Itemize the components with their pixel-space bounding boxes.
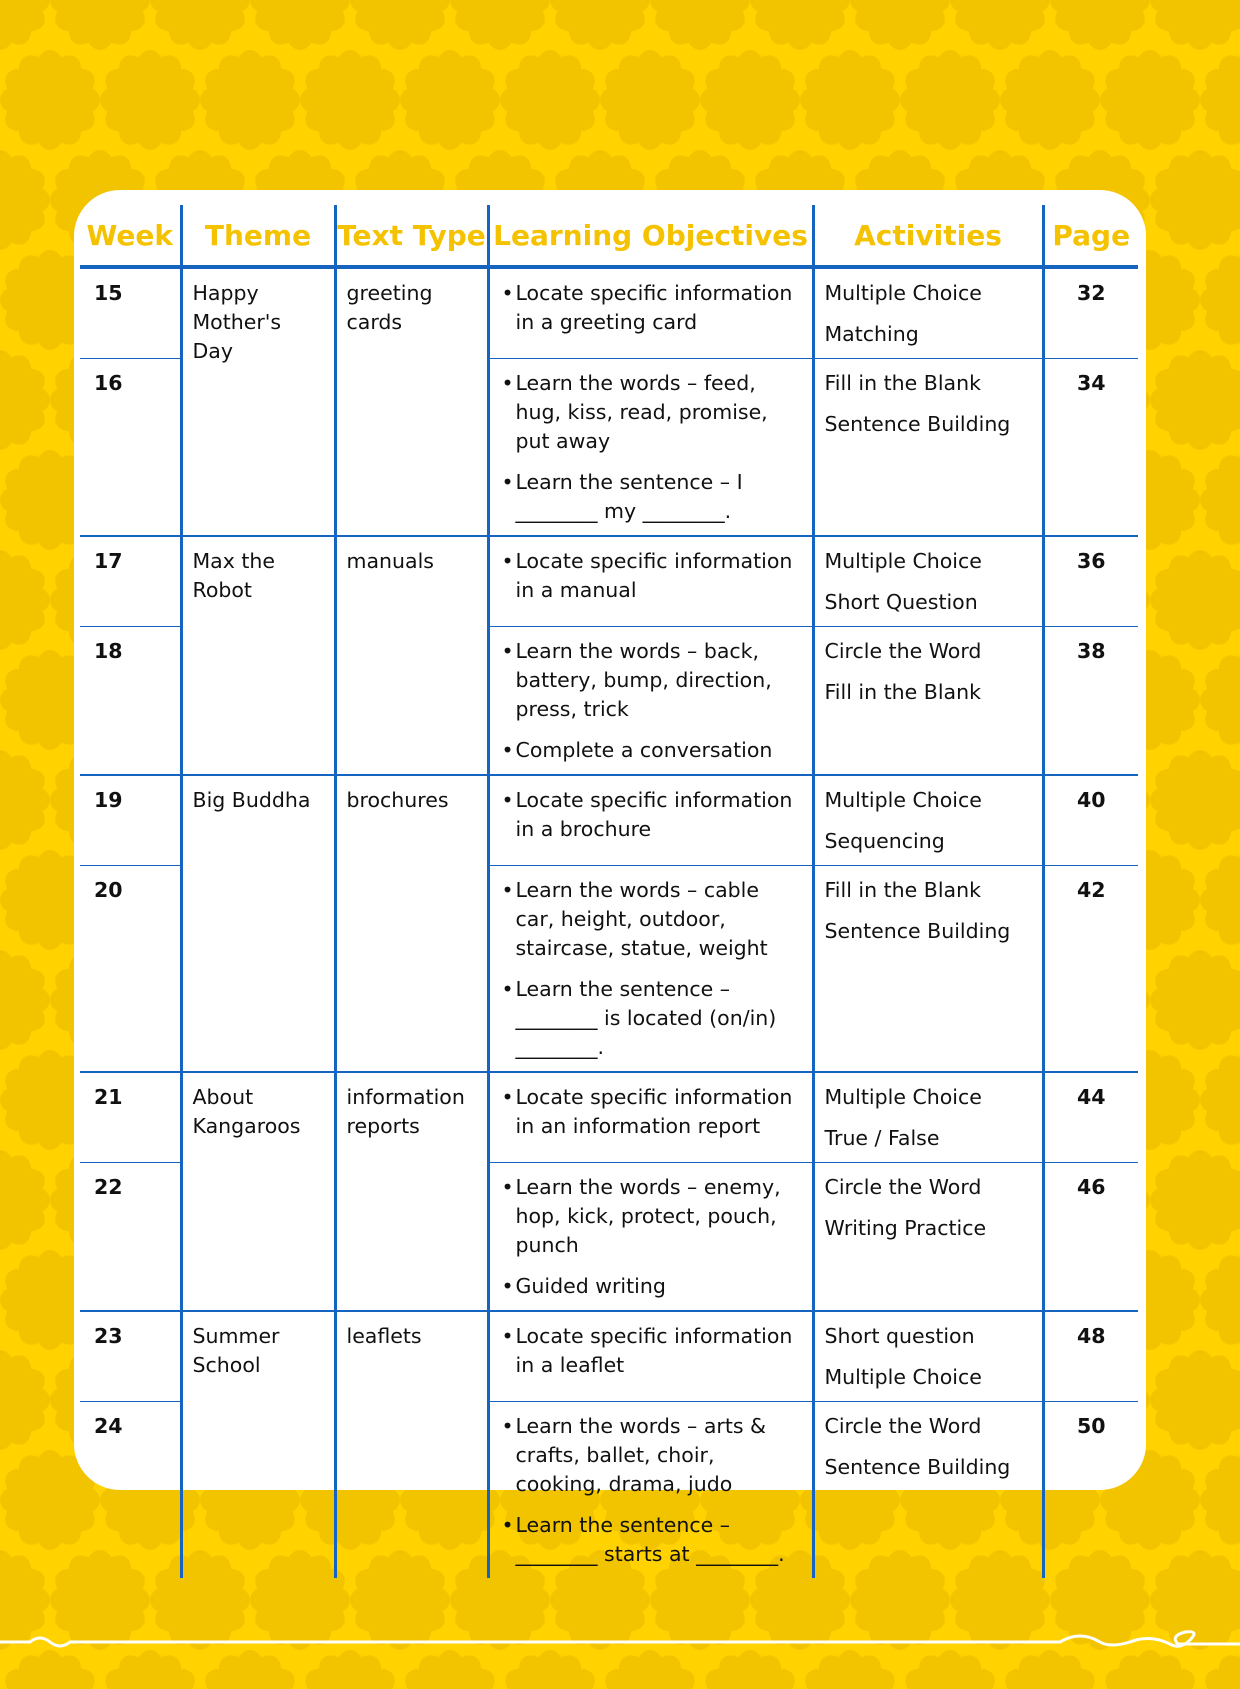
flower-shape xyxy=(1199,1449,1240,1551)
activities-cell xyxy=(813,536,1043,627)
week-cell: 18 xyxy=(80,627,181,776)
flower-shape xyxy=(549,0,651,51)
flower-shape xyxy=(0,1349,51,1451)
text-type-cell: greeting cards xyxy=(335,267,488,536)
activity-item: True / False xyxy=(824,1126,940,1150)
table-row xyxy=(80,1072,1138,1163)
week-cell: 19 xyxy=(80,775,181,866)
page-number-cell: 50 xyxy=(1043,1402,1138,1579)
objective-item: • Complete a conversation xyxy=(500,736,802,765)
activity-item: Multiple Choice xyxy=(824,281,982,305)
flower-shape xyxy=(0,349,51,451)
table-row xyxy=(80,267,1138,359)
theme-cell: Max the Robot xyxy=(181,536,335,775)
objectives-list xyxy=(500,1412,802,1569)
activities-cell xyxy=(813,267,1043,359)
flower-shape xyxy=(1149,1349,1240,1451)
activity-item: Multiple Choice xyxy=(824,1085,982,1109)
objective-item: • Learn the words – arts & crafts, ballet, choir, cooking, drama, judo xyxy=(500,1412,802,1499)
activity-item: Fill in the Blank xyxy=(824,878,981,902)
week-cell: 23 xyxy=(80,1311,181,1402)
objectives-list xyxy=(500,369,802,526)
flower-shape xyxy=(0,749,51,851)
flower-shape xyxy=(799,49,901,151)
flower-shape xyxy=(249,0,351,51)
flower-shape xyxy=(1149,949,1240,1051)
flower-shape xyxy=(49,0,151,51)
theme-cell: Big Buddha xyxy=(181,775,335,1072)
objectives-cell xyxy=(488,267,813,359)
objectives-cell xyxy=(488,866,813,1073)
flower-shape xyxy=(0,549,51,651)
header-learning-objectives: Learning Objectives xyxy=(488,205,813,267)
page-number-cell: 40 xyxy=(1043,775,1138,866)
flower-shape xyxy=(0,949,51,1051)
flower-shape xyxy=(1099,49,1201,151)
objectives-list xyxy=(500,1322,802,1380)
activities-cell xyxy=(813,359,1043,537)
flower-shape xyxy=(349,0,451,51)
activity-item: Fill in the Blank xyxy=(824,371,981,395)
flower-shape xyxy=(1049,0,1151,51)
table-body xyxy=(80,267,1138,1578)
objective-item: • Learn the sentence – ________ is located (on/in) ________. xyxy=(500,975,802,1062)
objective-item: • Guided writing xyxy=(500,1272,802,1301)
text-type-cell: brochures xyxy=(335,775,488,1072)
flower-shape xyxy=(0,149,51,251)
activity-item: Multiple Choice xyxy=(824,1365,982,1389)
flower-shape xyxy=(1149,749,1240,851)
flower-shape xyxy=(899,49,1001,151)
page-number-cell: 42 xyxy=(1043,866,1138,1073)
header-week: Week xyxy=(80,205,181,267)
header-theme: Theme xyxy=(181,205,335,267)
activity-item: Short question xyxy=(824,1324,975,1348)
page-number-cell: 36 xyxy=(1043,536,1138,627)
theme-cell: Summer School xyxy=(181,1311,335,1578)
flower-shape xyxy=(649,0,751,51)
week-cell: 15 xyxy=(80,267,181,359)
page-number-cell: 46 xyxy=(1043,1163,1138,1312)
flower-shape xyxy=(699,49,801,151)
activity-item: Circle the Word xyxy=(824,639,982,663)
objective-item: • Locate specific information in a leaflet xyxy=(500,1322,802,1380)
objective-item: • Learn the words – enemy, hop, kick, protect, pouch, punch xyxy=(500,1173,802,1260)
objectives-cell xyxy=(488,536,813,627)
flower-shape xyxy=(1199,849,1240,951)
header-text-type: Text Type xyxy=(335,205,488,267)
objectives-cell xyxy=(488,1402,813,1579)
theme-cell: Happy Mother's Day xyxy=(181,267,335,536)
flower-shape xyxy=(599,49,701,151)
activity-item: Multiple Choice xyxy=(824,549,982,573)
objective-item: • Learn the words – back, battery, bump, direction, press, trick xyxy=(500,637,802,724)
flower-shape xyxy=(1149,1149,1240,1251)
flower-shape xyxy=(449,0,551,51)
week-cell: 22 xyxy=(80,1163,181,1312)
objective-item: • Locate specific information in an information report xyxy=(500,1083,802,1141)
header-page: Page xyxy=(1043,205,1138,267)
objective-item: • Learn the sentence – I ________ my ________. xyxy=(500,468,802,526)
activity-item: Short Question xyxy=(824,590,978,614)
flower-shape xyxy=(1149,149,1240,251)
week-cell: 17 xyxy=(80,536,181,627)
flower-shape xyxy=(0,49,101,151)
flower-shape xyxy=(949,0,1051,51)
header-activities: Activities xyxy=(813,205,1043,267)
objectives-cell xyxy=(488,359,813,537)
objective-item: • Learn the words – feed, hug, kiss, read, promise, put away xyxy=(500,369,802,456)
activities-cell xyxy=(813,627,1043,776)
table-row xyxy=(80,1311,1138,1402)
header-row xyxy=(80,205,1138,267)
objectives-list xyxy=(500,876,802,1062)
activity-item: Circle the Word xyxy=(824,1175,982,1199)
activities-cell xyxy=(813,1072,1043,1163)
flower-shape xyxy=(149,0,251,51)
flower-shape xyxy=(99,49,201,151)
week-cell: 21 xyxy=(80,1072,181,1163)
flower-shape xyxy=(999,49,1101,151)
activity-item: Multiple Choice xyxy=(824,788,982,812)
flower-shape xyxy=(749,0,851,51)
objectives-cell xyxy=(488,775,813,866)
activities-cell xyxy=(813,866,1043,1073)
theme-cell: About Kangaroos xyxy=(181,1072,335,1311)
page-number-cell: 32 xyxy=(1076,281,1106,305)
curriculum-table xyxy=(80,205,1138,1578)
objectives-list xyxy=(500,547,802,605)
activity-item: Sentence Building xyxy=(824,1455,1011,1479)
activities-cell xyxy=(813,1311,1043,1402)
activities-cell xyxy=(813,1402,1043,1579)
page-number-cell: 44 xyxy=(1043,1072,1138,1163)
flower-shape xyxy=(1199,649,1240,751)
objectives-cell xyxy=(488,1311,813,1402)
flower-shape xyxy=(399,49,501,151)
activity-item: Matching xyxy=(824,322,919,346)
page-number-cell: 34 xyxy=(1043,359,1138,537)
activity-item: Sentence Building xyxy=(824,919,1011,943)
objectives-list xyxy=(500,1083,802,1141)
page-number-cell: 48 xyxy=(1043,1311,1138,1402)
flower-shape xyxy=(1149,549,1240,651)
flower-shape xyxy=(199,49,301,151)
objectives-list xyxy=(500,1173,802,1301)
flower-shape xyxy=(299,49,401,151)
flower-shape xyxy=(1199,49,1240,151)
flower-shape xyxy=(1199,249,1240,351)
objective-item: • Learn the sentence – ________ starts at ________. xyxy=(500,1511,802,1569)
text-type-cell: manuals xyxy=(335,536,488,775)
activities-cell xyxy=(813,775,1043,866)
objective-item: • Locate specific information in a brochure xyxy=(500,786,802,844)
page-number-cell: 38 xyxy=(1043,627,1138,776)
flower-shape xyxy=(1149,0,1240,51)
table-row xyxy=(80,775,1138,866)
activity-item: Sequencing xyxy=(824,829,945,853)
activity-item: Sentence Building xyxy=(824,412,1011,436)
flower-shape xyxy=(499,49,601,151)
flower-shape xyxy=(849,0,951,51)
table-row xyxy=(80,536,1138,627)
objectives-cell xyxy=(488,1163,813,1312)
text-type-cell: information reports xyxy=(335,1072,488,1311)
week-cell: 20 xyxy=(80,866,181,1073)
objectives-cell xyxy=(488,627,813,776)
objectives-list xyxy=(500,786,802,844)
week-cell: 24 xyxy=(80,1402,181,1579)
text-type-cell: leaflets xyxy=(335,1311,488,1578)
objective-item: • Locate specific information in a manual xyxy=(500,547,802,605)
flower-shape xyxy=(0,0,51,51)
flower-shape xyxy=(0,1149,51,1251)
flower-shape xyxy=(1199,449,1240,551)
activity-item: Writing Practice xyxy=(824,1216,987,1240)
flower-shape xyxy=(1199,1249,1240,1351)
objectives-cell xyxy=(488,1072,813,1163)
objective-item: • Learn the words – cable car, height, outdoor, staircase, statue, weight xyxy=(500,876,802,963)
footer-squiggle-line xyxy=(0,1620,1240,1660)
objective-item: • Locate specific information in a greeting card xyxy=(500,279,802,337)
activities-cell xyxy=(813,1163,1043,1312)
objectives-list xyxy=(500,279,802,337)
flower-shape xyxy=(1149,349,1240,451)
objectives-list xyxy=(500,637,802,765)
activity-item: Fill in the Blank xyxy=(824,680,981,704)
week-cell: 16 xyxy=(80,359,181,537)
activity-item: Circle the Word xyxy=(824,1414,982,1438)
flower-shape xyxy=(1199,1049,1240,1151)
